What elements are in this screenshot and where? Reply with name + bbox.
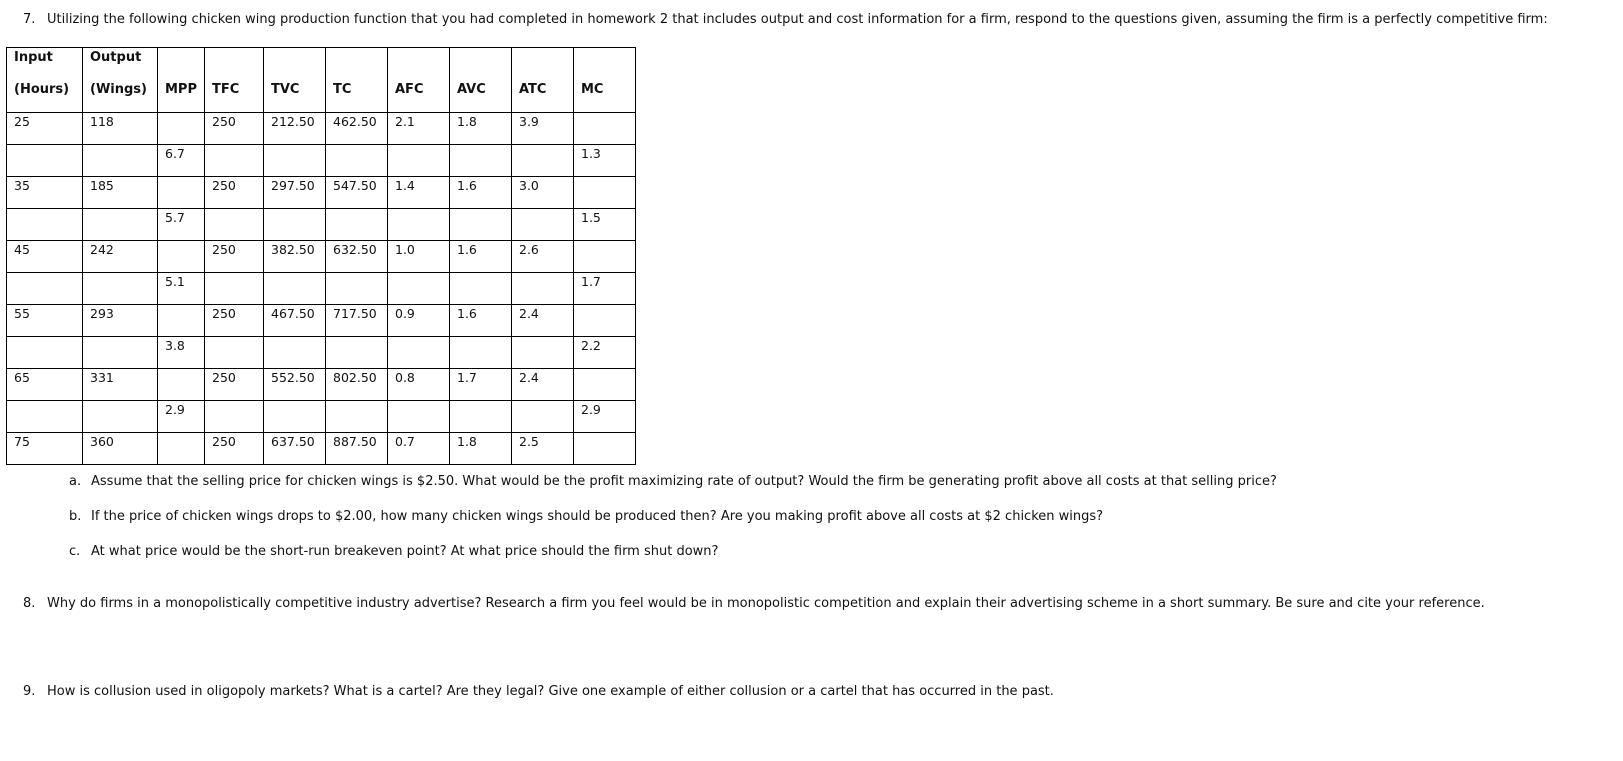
subquestion-b-text: If the price of chicken wings drops to $2.00, how many chicken wings should be produced then? Are you making profit above all costs at $2 chicken wings? [91,509,1104,524]
question-7-number: 7. [23,12,36,27]
cell-output-wings [83,401,158,433]
cell-tc: 717.50 [326,305,388,337]
cell-afc: 1.4 [388,177,450,209]
cell-mc [574,177,636,209]
header-cell-mc: MC [574,80,636,113]
cell-avc: 1.6 [450,177,512,209]
cell-tfc: 250 [205,433,264,465]
cell-input-hours: 45 [7,241,83,273]
header-top-cell [388,48,450,81]
table-header-row-top [7,48,636,81]
cell-input-hours [7,337,83,369]
question-9 [23,684,1054,699]
cell-avc [450,273,512,305]
cell-input-hours: 35 [7,177,83,209]
cell-input-hours: 65 [7,369,83,401]
question-8 [23,596,1485,611]
cell-afc [388,401,450,433]
cell-tc: 632.50 [326,241,388,273]
table-row [7,209,636,241]
cell-avc [450,401,512,433]
cell-mpp [158,177,205,209]
cell-mc [574,433,636,465]
cell-tfc: 250 [205,241,264,273]
cell-input-hours: 25 [7,113,83,145]
header-top-cell [205,48,264,81]
cell-atc: 3.0 [512,177,574,209]
table-row [7,369,636,401]
cell-mc: 1.5 [574,209,636,241]
cell-tc: 547.50 [326,177,388,209]
cell-atc: 2.4 [512,369,574,401]
cell-output-wings: 360 [83,433,158,465]
cell-tvc [264,145,326,177]
cell-output-wings [83,337,158,369]
cell-tfc [205,145,264,177]
cell-tvc: 552.50 [264,369,326,401]
cell-output-wings: 185 [83,177,158,209]
header-top-cell [574,48,636,81]
cell-atc: 2.5 [512,433,574,465]
table-row [7,241,636,273]
cell-atc [512,209,574,241]
question-8-number: 8. [23,596,36,611]
cell-afc [388,145,450,177]
cell-tvc: 212.50 [264,113,326,145]
cell-mc [574,113,636,145]
header-cell-tvc: TVC [264,80,326,113]
cell-tvc: 382.50 [264,241,326,273]
cell-afc: 0.7 [388,433,450,465]
cell-input-hours [7,145,83,177]
production-cost-table [6,47,636,465]
cell-tc [326,273,388,305]
cell-input-hours [7,273,83,305]
cell-output-wings: 118 [83,113,158,145]
table-row [7,177,636,209]
header-top-cell [158,48,205,81]
subquestion-b [69,509,1103,524]
cell-tc [326,337,388,369]
cell-mpp: 5.7 [158,209,205,241]
cell-atc: 3.9 [512,113,574,145]
header-cell-output-wings: (Wings) [83,80,158,113]
header-top-cell [326,48,388,81]
cell-mpp [158,369,205,401]
cell-mpp [158,113,205,145]
cell-input-hours: 75 [7,433,83,465]
cell-tfc [205,337,264,369]
table-row [7,305,636,337]
header-top-cell: Output [83,48,158,81]
cell-tc: 802.50 [326,369,388,401]
header-top-cell [450,48,512,81]
question-7 [23,12,1548,27]
cell-tfc [205,273,264,305]
table-row [7,337,636,369]
question-8-text: Why do firms in a monopolistically competitive industry advertise? Research a firm you feel would be in monopolistic competition and explain their advertising scheme in a short summary. Be sure and cite your reference. [47,596,1485,611]
cell-mpp [158,305,205,337]
cell-tfc: 250 [205,113,264,145]
table-row [7,113,636,145]
table-row [7,273,636,305]
cell-output-wings: 331 [83,369,158,401]
header-cell-mpp: MPP [158,80,205,113]
header-top-cell [512,48,574,81]
cell-input-hours: 55 [7,305,83,337]
cell-tfc [205,209,264,241]
subquestion-c-label: c. [69,544,81,559]
cell-avc: 1.6 [450,241,512,273]
cell-mc: 1.7 [574,273,636,305]
cell-atc [512,337,574,369]
cell-tc: 462.50 [326,113,388,145]
cell-tvc [264,273,326,305]
cell-avc: 1.8 [450,433,512,465]
header-cell-avc: AVC [450,80,512,113]
table-header-row-bottom [7,80,636,113]
cell-tvc: 637.50 [264,433,326,465]
cell-output-wings [83,145,158,177]
cell-mc: 1.3 [574,145,636,177]
question-9-number: 9. [23,684,36,699]
cell-mpp: 5.1 [158,273,205,305]
subquestion-a-text: Assume that the selling price for chicken wings is $2.50. What would be the profit maximizing rate of output? Would the firm be generating profit above all costs at that selling price? [91,474,1277,489]
cell-mc [574,241,636,273]
cell-afc [388,337,450,369]
cell-afc: 2.1 [388,113,450,145]
cell-afc [388,209,450,241]
cell-afc: 0.9 [388,305,450,337]
cell-tc [326,401,388,433]
cell-tfc: 250 [205,369,264,401]
cell-afc [388,273,450,305]
cell-mpp [158,433,205,465]
cell-mc [574,369,636,401]
subquestion-a [69,474,1277,489]
cell-avc: 1.6 [450,305,512,337]
header-cell-afc: AFC [388,80,450,113]
cell-tfc [205,401,264,433]
cell-afc: 0.8 [388,369,450,401]
cell-avc: 1.8 [450,113,512,145]
cell-atc: 2.4 [512,305,574,337]
header-top-cell: Input [7,48,83,81]
cell-avc [450,145,512,177]
question-7-text: Utilizing the following chicken wing production function that you had completed in homework 2 that includes output and cost information for a firm, respond to the questions given, assuming the firm is a perfectly competitive firm: [47,12,1548,27]
cell-atc: 2.6 [512,241,574,273]
cell-atc [512,273,574,305]
subquestion-a-label: a. [69,474,82,489]
header-cell-atc: ATC [512,80,574,113]
cell-avc: 1.7 [450,369,512,401]
cell-output-wings [83,209,158,241]
table-body [7,113,636,465]
header-cell-tc: TC [326,80,388,113]
cell-mpp [158,241,205,273]
subquestion-b-label: b. [69,509,82,524]
cell-input-hours [7,209,83,241]
cell-tc [326,209,388,241]
header-cell-input-hours: (Hours) [7,80,83,113]
cell-tvc: 467.50 [264,305,326,337]
cell-output-wings: 242 [83,241,158,273]
question-9-text: How is collusion used in oligopoly markets? What is a cartel? Are they legal? Give one example of either collusion or a cartel that has occurred in the past. [47,684,1054,699]
table-row [7,433,636,465]
cell-tvc [264,209,326,241]
cell-tvc [264,401,326,433]
header-top-cell [264,48,326,81]
subquestion-c [69,544,718,559]
cell-output-wings [83,273,158,305]
cell-tc: 887.50 [326,433,388,465]
table-row [7,145,636,177]
subquestion-c-text: At what price would be the short-run breakeven point? At what price should the firm shut down? [91,544,719,559]
cell-mc [574,305,636,337]
cell-tvc [264,337,326,369]
cell-afc: 1.0 [388,241,450,273]
cell-mpp: 6.7 [158,145,205,177]
cell-mpp: 3.8 [158,337,205,369]
cell-input-hours [7,401,83,433]
cell-atc [512,145,574,177]
cell-mpp: 2.9 [158,401,205,433]
cell-tc [326,145,388,177]
cell-output-wings: 293 [83,305,158,337]
cell-mc: 2.2 [574,337,636,369]
cell-avc [450,209,512,241]
cell-mc: 2.9 [574,401,636,433]
header-cell-tfc: TFC [205,80,264,113]
cell-avc [450,337,512,369]
cell-atc [512,401,574,433]
table-row [7,401,636,433]
cell-tfc: 250 [205,305,264,337]
cell-tvc: 297.50 [264,177,326,209]
cell-tfc: 250 [205,177,264,209]
